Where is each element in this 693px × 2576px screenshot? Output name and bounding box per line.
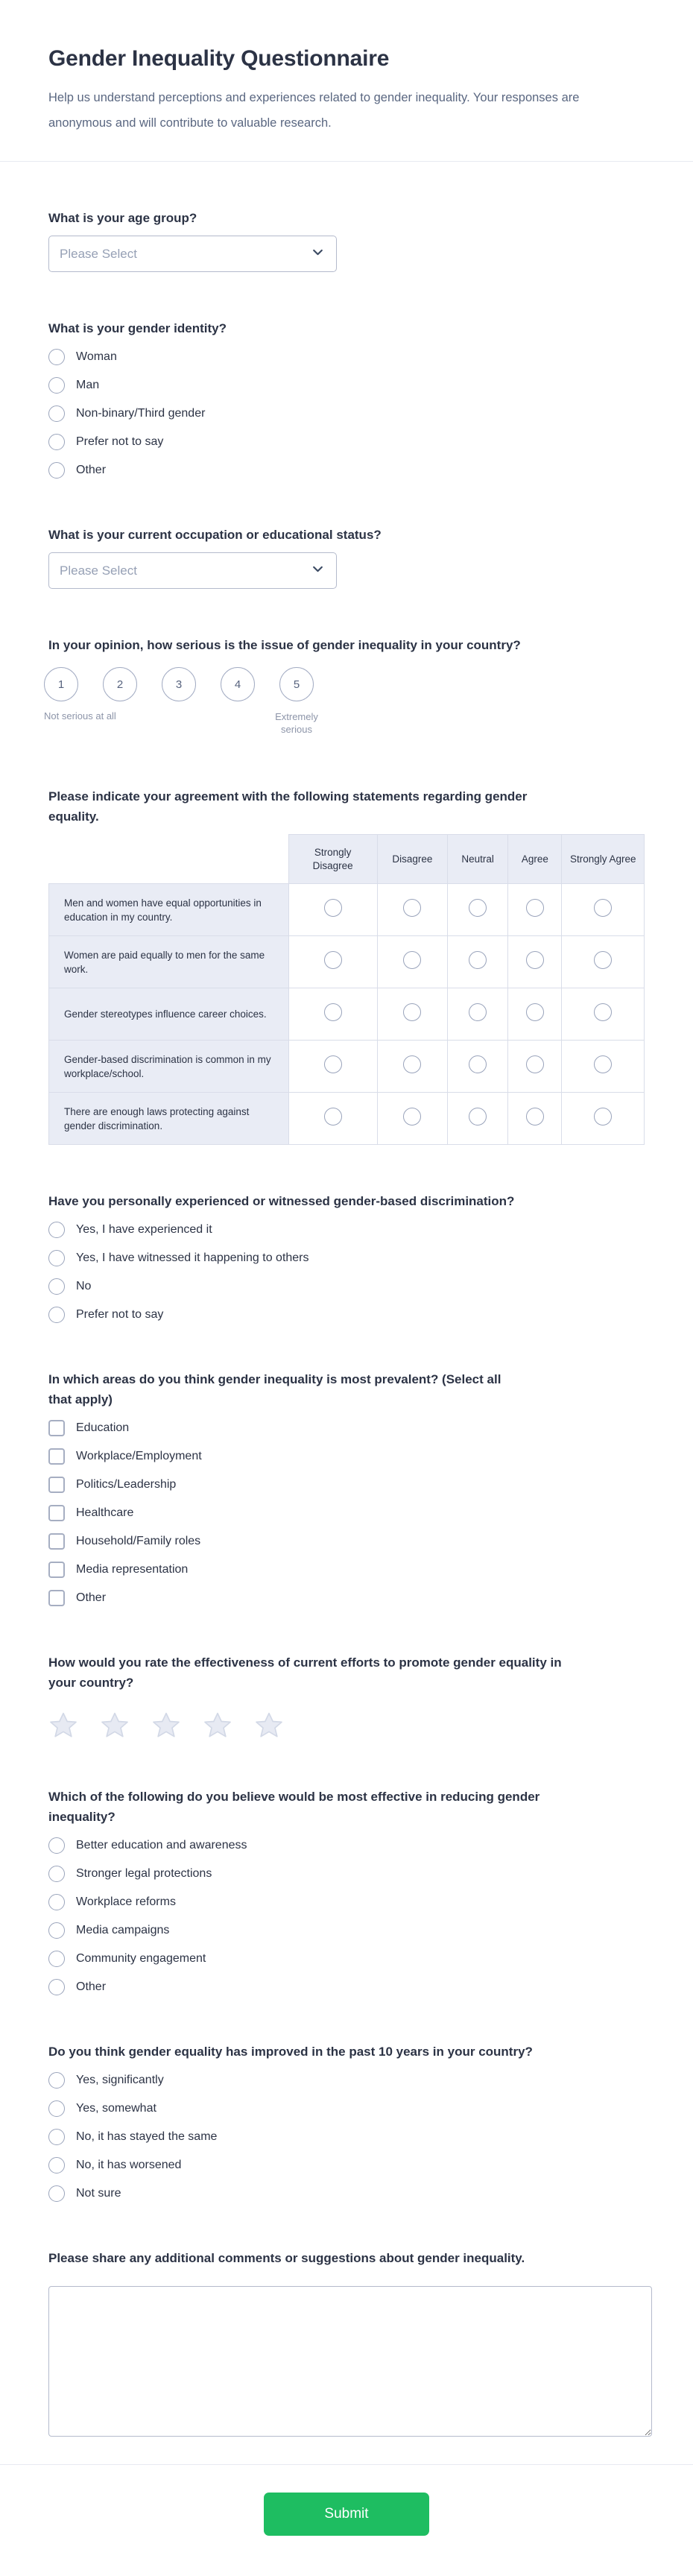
question-label: What is your current occupation or educational status? <box>48 528 382 542</box>
radio-option-media-campaigns[interactable] <box>48 1922 645 1939</box>
scale-option-5[interactable] <box>279 667 314 701</box>
matrix-cell[interactable] <box>562 988 645 1041</box>
radio-button-icon[interactable] <box>526 899 544 917</box>
checkbox-option-other[interactable] <box>48 1590 645 1606</box>
matrix-row <box>49 988 645 1041</box>
radio-button-icon[interactable] <box>48 434 65 450</box>
radio-button-icon[interactable] <box>469 951 487 969</box>
radio-button-icon[interactable] <box>48 1837 65 1854</box>
radio-button-icon[interactable] <box>594 951 612 969</box>
select-placeholder: Please Select <box>60 563 137 578</box>
matrix-cell[interactable] <box>377 1041 447 1093</box>
scale-option-2[interactable] <box>103 667 137 701</box>
scale-group <box>44 667 645 701</box>
matrix-cell[interactable] <box>562 1093 645 1145</box>
radio-option-man[interactable] <box>48 377 645 394</box>
radio-button-icon[interactable] <box>403 1055 421 1073</box>
question-agreement-matrix <box>48 786 645 1145</box>
matrix-cell[interactable] <box>508 884 562 936</box>
chevron-down-icon <box>311 246 324 262</box>
scale-max-label: Extremely serious <box>275 711 318 735</box>
matrix-corner-cell <box>49 835 289 884</box>
scale-number: 3 <box>175 678 183 691</box>
star-rating-group <box>48 1711 645 1740</box>
question-seriousness-scale <box>44 635 645 740</box>
radio-option-legal-protections[interactable] <box>48 1866 645 1882</box>
checkbox-option-media[interactable] <box>48 1562 645 1578</box>
checkbox-option-label: Education <box>76 1421 130 1434</box>
radio-button-icon[interactable] <box>324 951 342 969</box>
question-label: Please share any additional comments or suggestions about gender inequality. <box>48 2251 525 2265</box>
question-label: Please indicate your agreement with the following statements regarding gender equality. <box>48 789 528 824</box>
checkbox-option-household[interactable] <box>48 1533 645 1550</box>
radio-option-witnessed[interactable] <box>48 1250 645 1266</box>
radio-button-icon[interactable] <box>526 1055 544 1073</box>
radio-button-icon[interactable] <box>48 377 65 394</box>
radio-group-reduction <box>48 1837 645 1995</box>
matrix-cell[interactable] <box>508 1093 562 1145</box>
matrix-cell[interactable] <box>508 1041 562 1093</box>
question-age-group <box>48 208 645 272</box>
radio-option-label: No, it has stayed the same <box>76 2130 218 2143</box>
matrix-cell[interactable] <box>562 936 645 988</box>
radio-button-icon[interactable] <box>48 1278 65 1295</box>
question-label: What is your age group? <box>48 211 197 225</box>
radio-button-icon[interactable] <box>48 1222 65 1238</box>
radio-option-label: Yes, I have witnessed it happening to others <box>76 1251 309 1264</box>
radio-option-label: Other <box>76 464 107 476</box>
matrix-row <box>49 1093 645 1145</box>
radio-button-icon[interactable] <box>469 1055 487 1073</box>
radio-option-yes-significantly[interactable] <box>48 2072 645 2089</box>
checkbox-icon[interactable] <box>48 1590 65 1606</box>
scale-labels <box>44 710 318 740</box>
matrix-cell[interactable] <box>508 936 562 988</box>
star-icon[interactable] <box>254 1711 284 1740</box>
radio-button-icon[interactable] <box>594 1003 612 1021</box>
radio-option-label: Not sure <box>76 2187 121 2200</box>
matrix-cell[interactable] <box>447 1041 507 1093</box>
radio-option-label: Media campaigns <box>76 1924 170 1936</box>
radio-option-community[interactable] <box>48 1951 645 1967</box>
question-gender-identity <box>48 318 645 479</box>
radio-button-icon[interactable] <box>48 1250 65 1266</box>
radio-option-woman[interactable] <box>48 349 645 365</box>
matrix-cell[interactable] <box>447 988 507 1041</box>
radio-option-yes-somewhat[interactable] <box>48 2100 645 2117</box>
radio-option-nonbinary[interactable] <box>48 405 645 422</box>
matrix-cell[interactable] <box>288 936 377 988</box>
radio-option-workplace-reforms[interactable] <box>48 1894 645 1910</box>
checkbox-option-label: Household/Family roles <box>76 1535 201 1547</box>
question-reduction <box>48 1787 645 1995</box>
radio-option-label: Other <box>76 1980 107 1993</box>
star-icon[interactable] <box>151 1711 181 1740</box>
matrix-cell[interactable] <box>377 936 447 988</box>
radio-button-icon[interactable] <box>48 2185 65 2202</box>
comments-textarea[interactable] <box>48 2286 652 2437</box>
matrix-row-label: Gender stereotypes influence career choices. <box>49 988 289 1041</box>
matrix-column-header: Agree <box>508 835 562 884</box>
question-comments <box>48 2248 645 2440</box>
radio-button-icon[interactable] <box>48 2129 65 2145</box>
question-occupation <box>48 525 645 589</box>
matrix-column-header: Strongly Disagree <box>288 835 377 884</box>
checkbox-icon[interactable] <box>48 1420 65 1436</box>
radio-option-label: Woman <box>76 350 117 363</box>
checkbox-icon[interactable] <box>48 1505 65 1521</box>
form-header <box>0 0 693 162</box>
matrix-row <box>49 936 645 988</box>
form-subtitle: Help us understand perceptions and experiences related to gender inequality. Your responses are anonymous and will contribute to valuable research. <box>48 91 580 130</box>
scale-option-4[interactable] <box>221 667 255 701</box>
radio-option-stayed-same[interactable] <box>48 2129 645 2145</box>
question-areas <box>48 1369 645 1606</box>
chevron-down-icon <box>311 563 324 579</box>
star-icon[interactable] <box>203 1711 232 1740</box>
radio-button-icon[interactable] <box>526 951 544 969</box>
radio-button-icon[interactable] <box>594 1055 612 1073</box>
matrix-cell[interactable] <box>508 988 562 1041</box>
matrix-row <box>49 884 645 936</box>
matrix-cell[interactable] <box>377 988 447 1041</box>
checkbox-option-healthcare[interactable] <box>48 1505 645 1521</box>
matrix-cell[interactable] <box>447 936 507 988</box>
radio-button-icon[interactable] <box>48 1951 65 1967</box>
checkbox-option-workplace[interactable] <box>48 1448 645 1465</box>
scale-option-1[interactable] <box>44 667 78 701</box>
checkbox-icon[interactable] <box>48 1477 65 1493</box>
radio-option-label: Yes, somewhat <box>76 2102 156 2115</box>
radio-button-icon[interactable] <box>48 1979 65 1995</box>
radio-button-icon[interactable] <box>403 1108 421 1126</box>
form-body <box>0 162 693 2440</box>
radio-option-label: Man <box>76 379 100 391</box>
question-improvement <box>48 2042 645 2202</box>
occupation-select[interactable] <box>48 552 337 589</box>
question-label: In which areas do you think gender inequality is most prevalent? (Select all that apply) <box>48 1372 501 1407</box>
matrix-cell[interactable] <box>288 1093 377 1145</box>
question-label: Which of the following do you believe would be most effective in reducing gender inequality? <box>48 1790 540 1824</box>
radio-option-worsened[interactable] <box>48 2157 645 2174</box>
scale-number: 4 <box>234 678 241 691</box>
matrix-cell[interactable] <box>447 1093 507 1145</box>
matrix-column-header: Neutral <box>447 835 507 884</box>
radio-option-label: Better education and awareness <box>76 1839 247 1852</box>
checkbox-option-label: Workplace/Employment <box>76 1450 202 1462</box>
radio-button-icon[interactable] <box>526 1003 544 1021</box>
matrix-cell[interactable] <box>447 884 507 936</box>
matrix-row-label: Women are paid equally to men for the same work. <box>49 936 289 988</box>
star-icon[interactable] <box>48 1711 78 1740</box>
checkbox-group-areas <box>48 1420 645 1606</box>
matrix-cell[interactable] <box>377 884 447 936</box>
question-label: How would you rate the effectiveness of current efforts to promote gender equality in your country? <box>48 1655 562 1690</box>
radio-button-icon[interactable] <box>48 405 65 422</box>
matrix-row-label: Men and women have equal opportunities in education in my country. <box>49 884 289 936</box>
age-group-select[interactable] <box>48 236 337 272</box>
radio-option-not-sure[interactable] <box>48 2185 645 2202</box>
radio-button-icon[interactable] <box>48 1894 65 1910</box>
checkbox-option-label: Media representation <box>76 1563 189 1576</box>
question-label: Have you personally experienced or witnessed gender-based discrimination? <box>48 1194 515 1208</box>
form-footer <box>0 2464 693 2576</box>
radio-button-icon[interactable] <box>324 1108 342 1126</box>
select-placeholder: Please Select <box>60 246 137 261</box>
matrix-cell[interactable] <box>288 884 377 936</box>
radio-option-label: Non-binary/Third gender <box>76 407 206 420</box>
radio-option-label: Prefer not to say <box>76 1308 164 1321</box>
radio-button-icon[interactable] <box>469 899 487 917</box>
radio-button-icon[interactable] <box>48 2072 65 2089</box>
matrix-row-label: There are enough laws protecting against gender discrimination. <box>49 1093 289 1145</box>
matrix-cell[interactable] <box>562 884 645 936</box>
matrix-column-header: Disagree <box>377 835 447 884</box>
radio-option-label: Prefer not to say <box>76 435 164 448</box>
submit-button[interactable]: Submit <box>264 2493 429 2536</box>
radio-option-education-awareness[interactable] <box>48 1837 645 1854</box>
matrix-cell[interactable] <box>562 1041 645 1093</box>
scale-number: 1 <box>57 678 65 691</box>
checkbox-option-label: Other <box>76 1591 107 1604</box>
radio-option-experienced[interactable] <box>48 1222 645 1238</box>
checkbox-option-education[interactable] <box>48 1420 645 1436</box>
agreement-matrix-table <box>48 834 645 1145</box>
radio-group-improvement <box>48 2072 645 2202</box>
radio-button-icon[interactable] <box>403 899 421 917</box>
checkbox-option-label: Politics/Leadership <box>76 1478 177 1491</box>
scale-number: 2 <box>116 678 124 691</box>
matrix-cell[interactable] <box>288 988 377 1041</box>
question-label: In your opinion, how serious is the issue of gender inequality in your country? <box>48 638 521 652</box>
question-effectiveness-rating <box>48 1652 645 1740</box>
matrix-cell[interactable] <box>377 1093 447 1145</box>
matrix-column-header: Strongly Agree <box>562 835 645 884</box>
radio-button-icon[interactable] <box>594 899 612 917</box>
scale-min-label: Not serious at all <box>44 710 116 722</box>
radio-option-label: Workplace reforms <box>76 1895 176 1908</box>
checkbox-icon[interactable] <box>48 1448 65 1465</box>
radio-button-icon[interactable] <box>403 951 421 969</box>
radio-button-icon[interactable] <box>526 1108 544 1126</box>
radio-option-prefer-not-say[interactable] <box>48 434 645 450</box>
question-experienced <box>48 1191 645 1323</box>
radio-button-icon[interactable] <box>594 1108 612 1126</box>
checkbox-option-politics[interactable] <box>48 1477 645 1493</box>
matrix-row-label: Gender-based discrimination is common in my workplace/school. <box>49 1041 289 1093</box>
radio-button-icon[interactable] <box>324 1055 342 1073</box>
radio-button-icon[interactable] <box>48 2100 65 2117</box>
radio-button-icon[interactable] <box>324 1003 342 1021</box>
radio-option-other[interactable] <box>48 462 645 479</box>
matrix-header-row <box>49 835 645 884</box>
radio-button-icon[interactable] <box>469 1108 487 1126</box>
checkbox-option-label: Healthcare <box>76 1506 134 1519</box>
radio-button-icon[interactable] <box>403 1003 421 1021</box>
radio-option-label: Yes, significantly <box>76 2074 164 2086</box>
radio-option-no[interactable] <box>48 1278 645 1295</box>
radio-option-other[interactable] <box>48 1979 645 1995</box>
question-label: Do you think gender equality has improved in the past 10 years in your country? <box>48 2045 533 2059</box>
radio-button-icon[interactable] <box>48 1307 65 1323</box>
scale-number: 5 <box>293 678 300 691</box>
radio-button-icon[interactable] <box>48 2157 65 2174</box>
question-label: What is your gender identity? <box>48 321 227 335</box>
radio-button-icon[interactable] <box>48 462 65 479</box>
matrix-cell[interactable] <box>288 1041 377 1093</box>
radio-button-icon[interactable] <box>48 1922 65 1939</box>
radio-button-icon[interactable] <box>324 899 342 917</box>
radio-group-experienced <box>48 1222 645 1323</box>
checkbox-icon[interactable] <box>48 1533 65 1550</box>
scale-option-3[interactable] <box>162 667 196 701</box>
radio-option-label: Yes, I have experienced it <box>76 1223 212 1236</box>
radio-option-prefer-not-say[interactable] <box>48 1307 645 1323</box>
checkbox-icon[interactable] <box>48 1562 65 1578</box>
radio-button-icon[interactable] <box>469 1003 487 1021</box>
page-title: Gender Inequality Questionnaire <box>48 46 390 71</box>
radio-button-icon[interactable] <box>48 349 65 365</box>
radio-option-label: Community engagement <box>76 1952 206 1965</box>
radio-option-label: No, it has worsened <box>76 2159 182 2171</box>
radio-group-gender <box>48 349 645 479</box>
star-icon[interactable] <box>100 1711 130 1740</box>
radio-option-label: No <box>76 1280 92 1292</box>
matrix-row <box>49 1041 645 1093</box>
radio-button-icon[interactable] <box>48 1866 65 1882</box>
radio-option-label: Stronger legal protections <box>76 1867 212 1880</box>
